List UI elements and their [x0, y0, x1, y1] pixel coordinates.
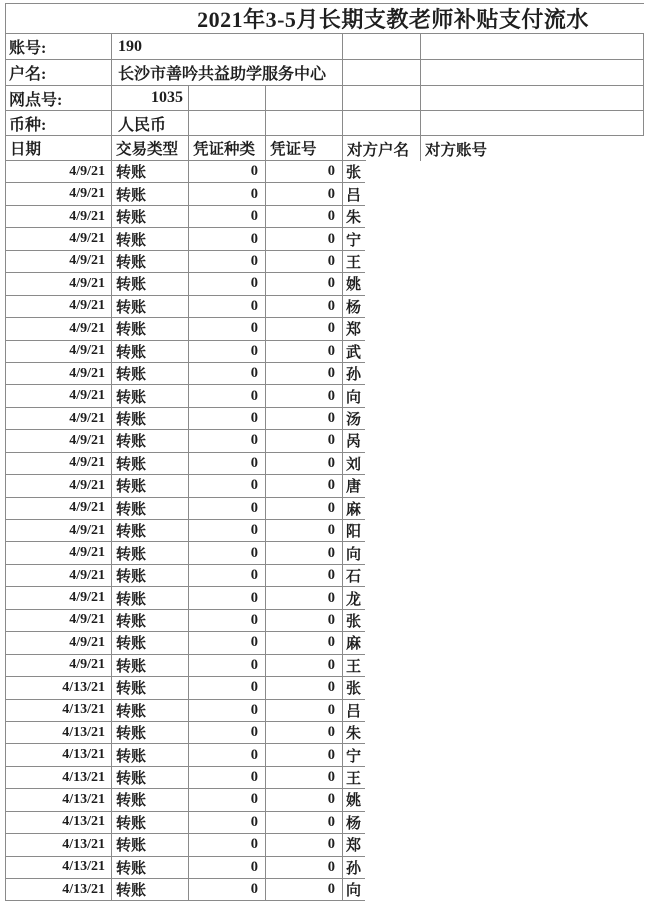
- date-cell: 4/9/21: [6, 542, 112, 564]
- empty-cell: [421, 111, 644, 136]
- counterparty-name-cell: 王: [343, 251, 365, 273]
- voucher-kind-cell: 0: [189, 453, 266, 475]
- voucher-no-cell: 0: [266, 700, 343, 722]
- empty-cell: [343, 34, 421, 60]
- voucher-kind-cell: 0: [189, 183, 266, 205]
- voucher-no-cell: 0: [266, 834, 343, 856]
- voucher-no-cell: 0: [266, 812, 343, 834]
- transaction-row: [6, 632, 644, 654]
- voucher-no-cell: 0: [266, 744, 343, 766]
- branch-number-value: 1035: [112, 86, 189, 111]
- voucher-kind-cell: 0: [189, 161, 266, 183]
- empty-cell: [266, 86, 343, 111]
- counterparty-name-cell: 宁: [343, 228, 365, 250]
- date-cell: 4/13/21: [6, 789, 112, 811]
- date-cell: 4/9/21: [6, 453, 112, 475]
- column-header-transaction-type: 交易类型: [112, 136, 189, 161]
- date-cell: 4/9/21: [6, 206, 112, 228]
- counterparty-name-cell: 孙: [343, 857, 365, 879]
- counterparty-name-cell: 吕: [343, 700, 365, 722]
- counterparty-name-cell: 张: [343, 677, 365, 699]
- transaction-type-cell: 转账: [112, 273, 189, 295]
- counterparty-name-cell: 吕: [343, 183, 365, 205]
- voucher-kind-cell: 0: [189, 879, 266, 901]
- column-header-voucher-kind: 凭证种类: [189, 136, 266, 161]
- transaction-row: [6, 408, 644, 430]
- transaction-row: [6, 587, 644, 609]
- date-cell: 4/9/21: [6, 430, 112, 452]
- voucher-no-cell: 0: [266, 879, 343, 901]
- voucher-no-cell: 0: [266, 341, 343, 363]
- currency-row: [6, 111, 644, 136]
- transaction-rows: [6, 161, 644, 901]
- transaction-row: [6, 542, 644, 564]
- voucher-kind-cell: 0: [189, 610, 266, 632]
- counterparty-name-cell: 姚: [343, 273, 365, 295]
- transaction-type-cell: 转账: [112, 767, 189, 789]
- transaction-row: [6, 385, 644, 407]
- transaction-row: [6, 430, 644, 452]
- transaction-row: [6, 879, 644, 901]
- voucher-kind-cell: 0: [189, 857, 266, 879]
- column-header-counterparty-name: 对方户名: [343, 136, 421, 161]
- transaction-row: [6, 206, 644, 228]
- date-cell: 4/9/21: [6, 475, 112, 497]
- voucher-no-cell: 0: [266, 677, 343, 699]
- voucher-no-cell: 0: [266, 789, 343, 811]
- column-header-row: [6, 136, 644, 161]
- transaction-row: [6, 498, 644, 520]
- date-cell: 4/13/21: [6, 677, 112, 699]
- counterparty-name-cell: 杨: [343, 812, 365, 834]
- transaction-row: [6, 722, 644, 744]
- counterparty-name-cell: 张: [343, 161, 365, 183]
- transaction-type-cell: 转账: [112, 587, 189, 609]
- voucher-kind-cell: 0: [189, 475, 266, 497]
- transaction-type-cell: 转账: [112, 655, 189, 677]
- counterparty-name-cell: 孙: [343, 363, 365, 385]
- date-cell: 4/13/21: [6, 722, 112, 744]
- date-cell: 4/13/21: [6, 767, 112, 789]
- statement-title: [6, 4, 644, 33]
- account-number-label: 账号:: [6, 34, 112, 60]
- transaction-row: [6, 161, 644, 183]
- counterparty-name-cell: 郑: [343, 318, 365, 340]
- branch-number-label: 网点号:: [6, 86, 112, 111]
- transaction-type-cell: 转账: [112, 834, 189, 856]
- transaction-type-cell: 转账: [112, 251, 189, 273]
- transaction-row: [6, 677, 644, 699]
- transaction-row: [6, 475, 644, 497]
- voucher-kind-cell: 0: [189, 722, 266, 744]
- date-cell: 4/9/21: [6, 273, 112, 295]
- column-header-voucher-no: 凭证号: [266, 136, 343, 161]
- voucher-kind-cell: 0: [189, 318, 266, 340]
- voucher-kind-cell: 0: [189, 655, 266, 677]
- voucher-kind-cell: 0: [189, 228, 266, 250]
- transaction-type-cell: 转账: [112, 385, 189, 407]
- voucher-no-cell: 0: [266, 206, 343, 228]
- voucher-no-cell: 0: [266, 251, 343, 273]
- date-cell: 4/13/21: [6, 700, 112, 722]
- counterparty-name-cell: 郑: [343, 834, 365, 856]
- title-row: [6, 4, 644, 34]
- transaction-type-cell: 转账: [112, 498, 189, 520]
- transaction-type-cell: 转账: [112, 183, 189, 205]
- transaction-row: [6, 296, 644, 318]
- voucher-kind-cell: 0: [189, 363, 266, 385]
- voucher-kind-cell: 0: [189, 789, 266, 811]
- voucher-no-cell: 0: [266, 475, 343, 497]
- account-holder-row: [6, 60, 644, 86]
- voucher-kind-cell: 0: [189, 296, 266, 318]
- voucher-no-cell: 0: [266, 408, 343, 430]
- transaction-type-cell: 转账: [112, 520, 189, 542]
- empty-cell: [421, 60, 644, 86]
- counterparty-name-cell: 王: [343, 655, 365, 677]
- date-cell: 4/9/21: [6, 296, 112, 318]
- transaction-row: [6, 520, 644, 542]
- empty-cell: [189, 111, 266, 136]
- empty-cell: [421, 86, 644, 111]
- voucher-kind-cell: 0: [189, 834, 266, 856]
- transaction-type-cell: 转账: [112, 161, 189, 183]
- date-cell: 4/9/21: [6, 610, 112, 632]
- transaction-type-cell: 转账: [112, 789, 189, 811]
- transaction-type-cell: 转账: [112, 744, 189, 766]
- transaction-type-cell: 转账: [112, 318, 189, 340]
- voucher-kind-cell: 0: [189, 408, 266, 430]
- counterparty-name-cell: 麻: [343, 498, 365, 520]
- transaction-type-cell: 转账: [112, 677, 189, 699]
- account-holder-label: 户名:: [6, 60, 112, 86]
- voucher-no-cell: 0: [266, 273, 343, 295]
- transaction-type-cell: 转账: [112, 857, 189, 879]
- empty-cell: [189, 86, 266, 111]
- transaction-type-cell: 转账: [112, 228, 189, 250]
- date-cell: 4/9/21: [6, 587, 112, 609]
- transaction-row: [6, 767, 644, 789]
- column-header-counterparty-account: 对方账号: [425, 141, 488, 159]
- counterparty-name-cell: 向: [343, 879, 365, 901]
- voucher-kind-cell: 0: [189, 587, 266, 609]
- voucher-no-cell: 0: [266, 453, 343, 475]
- transaction-row: [6, 812, 644, 834]
- date-cell: 4/9/21: [6, 565, 112, 587]
- transaction-type-cell: 转账: [112, 632, 189, 654]
- counterparty-name-cell: 王: [343, 767, 365, 789]
- transaction-type-cell: 转账: [112, 408, 189, 430]
- counterparty-name-cell: 朱: [343, 206, 365, 228]
- voucher-kind-cell: 0: [189, 520, 266, 542]
- counterparty-name-cell: 麻: [343, 632, 365, 654]
- voucher-no-cell: 0: [266, 722, 343, 744]
- date-cell: 4/13/21: [6, 834, 112, 856]
- transaction-row: [6, 228, 644, 250]
- counterparty-name-cell: 唐: [343, 475, 365, 497]
- account-holder-value: 长沙市善吟共益助学服务中心: [112, 60, 343, 86]
- date-cell: 4/9/21: [6, 632, 112, 654]
- voucher-no-cell: 0: [266, 296, 343, 318]
- voucher-no-cell: 0: [266, 587, 343, 609]
- voucher-kind-cell: 0: [189, 677, 266, 699]
- voucher-kind-cell: 0: [189, 206, 266, 228]
- voucher-kind-cell: 0: [189, 744, 266, 766]
- date-cell: 4/9/21: [6, 228, 112, 250]
- voucher-no-cell: 0: [266, 385, 343, 407]
- currency-value: 人民币: [112, 111, 189, 136]
- account-number-row: [6, 34, 644, 60]
- transaction-row: [6, 744, 644, 766]
- transaction-type-cell: 转账: [112, 565, 189, 587]
- bank-statement-sheet: [5, 3, 644, 901]
- transaction-row: [6, 789, 644, 811]
- voucher-no-cell: 0: [266, 430, 343, 452]
- date-cell: 4/13/21: [6, 812, 112, 834]
- voucher-no-cell: 0: [266, 498, 343, 520]
- date-cell: 4/9/21: [6, 318, 112, 340]
- voucher-kind-cell: 0: [189, 542, 266, 564]
- voucher-kind-cell: 0: [189, 341, 266, 363]
- transaction-type-cell: 转账: [112, 879, 189, 901]
- transaction-row: [6, 273, 644, 295]
- counterparty-name-cell: 朱: [343, 722, 365, 744]
- counterparty-name-cell: 呙: [343, 430, 365, 452]
- voucher-no-cell: 0: [266, 610, 343, 632]
- voucher-kind-cell: 0: [189, 812, 266, 834]
- counterparty-name-cell: 阳: [343, 520, 365, 542]
- date-cell: 4/13/21: [6, 857, 112, 879]
- date-cell: 4/9/21: [6, 520, 112, 542]
- voucher-no-cell: 0: [266, 318, 343, 340]
- transaction-type-cell: 转账: [112, 610, 189, 632]
- voucher-kind-cell: 0: [189, 498, 266, 520]
- transaction-type-cell: 转账: [112, 341, 189, 363]
- currency-label: 币种:: [6, 111, 112, 136]
- transaction-row: [6, 565, 644, 587]
- voucher-no-cell: 0: [266, 542, 343, 564]
- voucher-no-cell: 0: [266, 520, 343, 542]
- date-cell: 4/13/21: [6, 744, 112, 766]
- voucher-no-cell: 0: [266, 857, 343, 879]
- date-cell: 4/9/21: [6, 251, 112, 273]
- voucher-kind-cell: 0: [189, 251, 266, 273]
- voucher-kind-cell: 0: [189, 700, 266, 722]
- voucher-no-cell: 0: [266, 228, 343, 250]
- empty-cell: [266, 111, 343, 136]
- transaction-row: [6, 251, 644, 273]
- voucher-no-cell: 0: [266, 655, 343, 677]
- date-cell: 4/9/21: [6, 363, 112, 385]
- counterparty-name-cell: 杨: [343, 296, 365, 318]
- counterparty-name-cell: 张: [343, 610, 365, 632]
- empty-cell: [343, 86, 421, 111]
- counterparty-name-cell: 向: [343, 542, 365, 564]
- transaction-row: [6, 453, 644, 475]
- date-cell: 4/9/21: [6, 161, 112, 183]
- voucher-kind-cell: 0: [189, 273, 266, 295]
- voucher-no-cell: 0: [266, 767, 343, 789]
- date-cell: 4/9/21: [6, 408, 112, 430]
- statement-title-text: 2021年3-5月长期支教老师补贴支付流水: [197, 7, 589, 32]
- date-cell: 4/9/21: [6, 655, 112, 677]
- date-cell: 4/13/21: [6, 879, 112, 901]
- transaction-row: [6, 341, 644, 363]
- empty-cell: [343, 60, 421, 86]
- branch-number-row: [6, 86, 644, 111]
- voucher-no-cell: 0: [266, 632, 343, 654]
- date-cell: 4/9/21: [6, 341, 112, 363]
- voucher-no-cell: 0: [266, 565, 343, 587]
- counterparty-name-cell: 刘: [343, 453, 365, 475]
- transaction-type-cell: 转账: [112, 812, 189, 834]
- transaction-row: [6, 857, 644, 879]
- transaction-row: [6, 610, 644, 632]
- column-header-date: 日期: [6, 136, 112, 161]
- date-cell: 4/9/21: [6, 498, 112, 520]
- voucher-no-cell: 0: [266, 183, 343, 205]
- counterparty-name-cell: 龙: [343, 587, 365, 609]
- counterparty-name-cell: 武: [343, 341, 365, 363]
- voucher-kind-cell: 0: [189, 385, 266, 407]
- transaction-type-cell: 转账: [112, 475, 189, 497]
- account-number-value: 190: [112, 34, 343, 60]
- transaction-type-cell: 转账: [112, 363, 189, 385]
- empty-cell: [421, 34, 644, 60]
- transaction-row: [6, 655, 644, 677]
- voucher-kind-cell: 0: [189, 430, 266, 452]
- voucher-no-cell: 0: [266, 161, 343, 183]
- transaction-row: [6, 700, 644, 722]
- counterparty-name-cell: 姚: [343, 789, 365, 811]
- transaction-row: [6, 318, 644, 340]
- date-cell: 4/9/21: [6, 183, 112, 205]
- counterparty-name-cell: 向: [343, 385, 365, 407]
- transaction-type-cell: 转账: [112, 206, 189, 228]
- transaction-type-cell: 转账: [112, 542, 189, 564]
- counterparty-name-cell: 宁: [343, 744, 365, 766]
- counterparty-name-cell: 汤: [343, 408, 365, 430]
- transaction-type-cell: 转账: [112, 430, 189, 452]
- voucher-kind-cell: 0: [189, 767, 266, 789]
- empty-cell: [343, 111, 421, 136]
- voucher-no-cell: 0: [266, 363, 343, 385]
- voucher-kind-cell: 0: [189, 632, 266, 654]
- date-cell: 4/9/21: [6, 385, 112, 407]
- transaction-type-cell: 转账: [112, 700, 189, 722]
- transaction-row: [6, 183, 644, 205]
- transaction-type-cell: 转账: [112, 722, 189, 744]
- transaction-type-cell: 转账: [112, 453, 189, 475]
- voucher-kind-cell: 0: [189, 565, 266, 587]
- transaction-type-cell: 转账: [112, 296, 189, 318]
- transaction-row: [6, 363, 644, 385]
- transaction-row: [6, 834, 644, 856]
- counterparty-name-cell: 石: [343, 565, 365, 587]
